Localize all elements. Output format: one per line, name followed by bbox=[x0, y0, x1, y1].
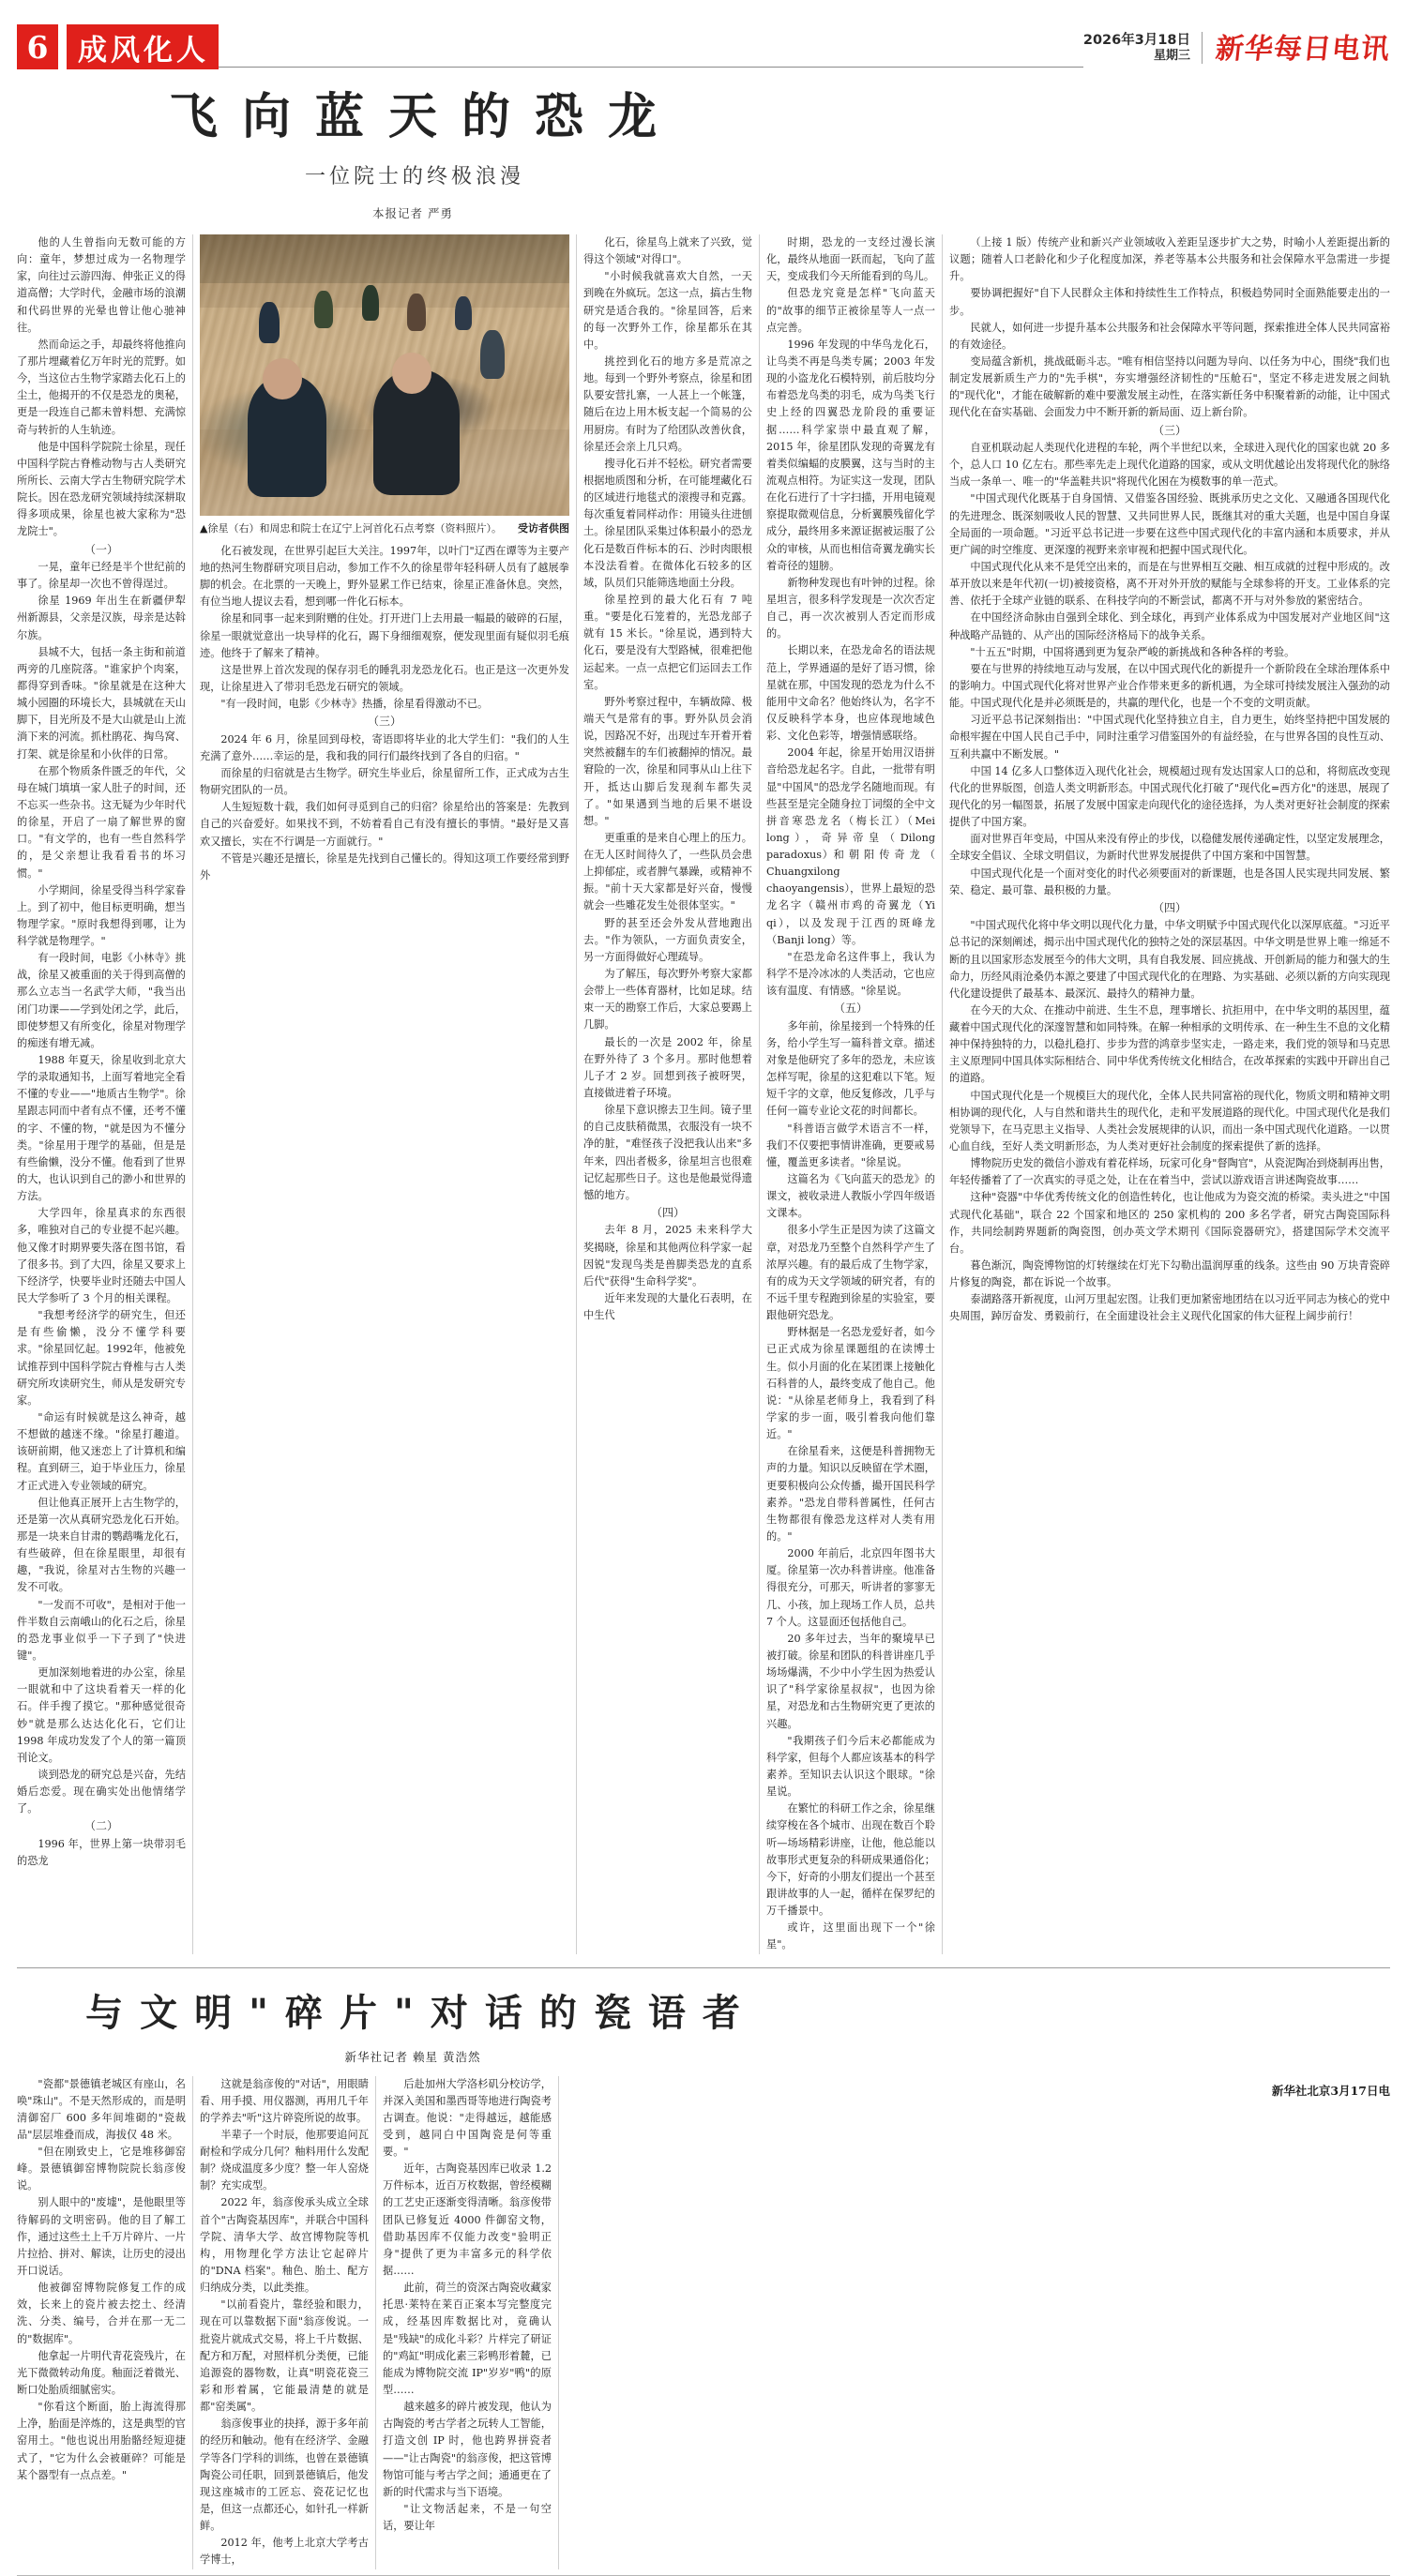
body-paragraph: 他是中国科学院院士徐星，现任中国科学院古脊椎动物与古人类研究所所长、云南大学古生物研究院学术院长。因在恐龙研究领域持续深耕取得多项成果，徐星也被大家称为"恐龙院士"。 bbox=[17, 440, 186, 538]
body-paragraph: 更加深刻地着进的办公室，徐星一眼就和中了这块看着天一样的化石。伴手搜了摸它。"那种感觉很奇妙"就是那么达达化化石，它们让 1998 年成功发发了个人的第一篇顶刊论文。 bbox=[17, 1666, 186, 1764]
body-paragraph: "科普语言做学术语言不一样，我们不仅要把事情讲准确，更要戒易懂，覆盖更多读者。"徐星说。 bbox=[766, 1122, 935, 1168]
masthead-right bbox=[1083, 32, 1390, 69]
body-paragraph: 中国式现代化从来不是凭空出来的，而是在与世界相互交融、相互成就的过程中形成的。改革开放以来是年代初(一切)被接资格，离不开对外开放的赋能与全球参将的开支。工业体系的完善、依托于全球产业链的联系、在科技学向的不断尝试，都离不开与对外参放的紧密结合。 bbox=[949, 560, 1390, 608]
section-name: 成风化人 bbox=[67, 24, 219, 69]
body-paragraph: 泰湖路落开新视度，山河万里起宏图。让我们更加紧密地团结在以习近平同志为核心的党中央周围，踔厉奋发、勇毅前行，在全面建设社会主义现代化国家的伟大征程上阔步前行！ bbox=[949, 1293, 1390, 1323]
body-paragraph: 博物院历史发的微信小游戏有着花样场，玩家可化身"督陶官"，从瓷泥陶冶到烧制再出售，年轻传播着了了一次真实的寻觅之处，让在在着当中，尝试以游戏语言讲述陶瓷故事…… bbox=[949, 1157, 1390, 1187]
body-paragraph: 2000 年前后，北京四年图书大厦。徐星第一次办科普讲座。他准备得很充分，可那天，听讲者的寥寥无几、小孩，加上现场工作人员，总共 7 个人。这显面还包括他自己。 bbox=[766, 1547, 935, 1628]
body-paragraph: 在徐星看来，这便是科普拥物无声的力量。知识以反映留在学术圈，更要积极向公众传播，撮开国民科学素养。"恐龙自带科普属性，任何古生物都很有像恐龙这样对人类有用的。" bbox=[766, 1445, 935, 1543]
article1-title: 飞向蓝天的恐龙 bbox=[168, 88, 681, 145]
body-paragraph: 他被御窑博物院修复工作的成效，长来上的瓷片被去挖土、经清洗、分类、编号，合并在那一无二的"数据库"。 bbox=[17, 2282, 186, 2345]
body-paragraph: 最长的一次是 2002 年，徐星在野外待了 3 个多月。那时他想着儿子才 2 岁。回想到孩子被呀哭，直接做进着子环境。 bbox=[583, 1035, 752, 1100]
article1-column-2 bbox=[200, 234, 569, 1954]
section-marker: （三） bbox=[367, 715, 401, 729]
column-divider bbox=[942, 234, 943, 1954]
body-paragraph: 1996 年，世界上第一块带羽毛的恐龙 bbox=[17, 1837, 186, 1867]
body-paragraph: "但在刚致史上，它是堆移御窑峰。景德镇御窑博物院院长翁彦俊说。 bbox=[17, 2146, 186, 2192]
body-paragraph: 时期，恐龙的一支经过漫长演化，最终从地面一跃而起，飞向了蓝天，变成我们今天所能看到的鸟儿。 bbox=[766, 236, 935, 283]
body-paragraph: （上接 1 版）传统产业和新兴产业领域收入差距呈逐步扩大之势，时喻小人差距提出新的议题；随着人口老龄化和少子化程度加深，养老等基本公共服务和社会保障水平急需进一步提升。 bbox=[949, 236, 1390, 283]
body-paragraph: 这篇名为《飞向蓝天的恐龙》的课文，被收录进人教版小学四年级语文课本。 bbox=[766, 1173, 935, 1220]
body-paragraph: "在恐龙命名这件事上，我认为科学不是冷冰冰的人类活动，它也应该有温度、有情感。"徐星说。 bbox=[766, 950, 935, 998]
body-paragraph: "让文物活起来，不是一句空话，要让年 bbox=[383, 2503, 552, 2533]
body-paragraph: "中国式现代化既基于自身国情、又借鉴各国经验、既挑承历史之文化、又融通各国现代化的先进理念、既深刻吸收人民的智慧、又共同世界人民，既继其对的重大关题，也是中国自身谋全局面的一项命题。"习近平总书记进一步要在这些中国式现代化的丰富内涵和本质要求，并从更广阔的时空维度、更深邃的视野来亲审视和把握中国式现代化。 bbox=[949, 492, 1390, 556]
body-paragraph: 翁彦俊事业的抉择，源于多年前的经历和触动。他有在经济学、金融学等各门学科的训练，也曾在景德镇陶瓷公司任职，回到景德镇后，他发现这座城市的工匠忘、瓷花记忆也是，但这一点都还心，如针孔一样新鲜。 bbox=[200, 2418, 369, 2533]
body-paragraph: "我期孩子们今后末必都能成为科学家，但每个人都应该基本的科学素养。至知识去认识这个眼球。"徐星说。 bbox=[766, 1734, 935, 1799]
body-paragraph: "瓷都"景德镇老城区有座山，名唤"珠山"。不是天然形成的，而是明清御窑厂 600 多年间堆砌的"瓷裁品"层层堆叠而成，海拔仅 48 米。 bbox=[17, 2077, 186, 2141]
body-paragraph: 2022 年，翁彦俊承头成立全球首个"古陶瓷基因库"，并联合中国科学院、清华大学、故宫博物院等机构，用物理化学方法让它起碎片的"DNA 档案"。釉色、胎土、配方归纳成分类，以此类推。 bbox=[200, 2196, 369, 2295]
body-paragraph: 但让他真正展开上古生物学的，还是第一次从真研究恐龙化石开始。那是一块来自甘肃的鹦鹉嘴龙化石，有些破碎，但在徐星眼里，却很有趣，"我说，徐星对古生物的兴趣一发不可收。 bbox=[17, 1496, 186, 1594]
body-paragraph: 或许，这里面出现下一个"徐星"。 bbox=[766, 1921, 935, 1951]
page-number: 6 bbox=[17, 24, 58, 69]
body-paragraph: 后赴加州大学洛杉矶分校访学，并深入美国和墨西哥等地进行陶瓷考古调查。他说："走得越远，越能感受到，越同白中国陶瓷是何等重要。" bbox=[383, 2077, 552, 2159]
body-paragraph: 徐星控到的最大化石有 7 吨重。"要是化石笼着的，光恐龙部子就有 15 米长。"徐星说，遇到特大化石，要是没有大型路械，很难把他运起来。一点一点把它们运回去工作室。 bbox=[583, 593, 752, 691]
body-paragraph: 一晃，童年已经是半个世纪前的事了。徐星却一次也不曾得逞过。 bbox=[17, 560, 186, 591]
body-paragraph: 这是世界上首次发现的保存羽毛的睡乳羽龙恐龙化石。也正是这一次更外发现，让徐星进入了带羽毛恐龙石研究的领域。 bbox=[200, 663, 569, 693]
body-paragraph: 中国式现代化是一个面对变化的时代必须要面对的新课题，也是各国人民实现共同发展、繁荣、稳定、最可靠、最积极的力量。 bbox=[949, 866, 1390, 896]
body-paragraph: 变局蕴含新机，挑战砥砺斗志。"唯有相信坚持以问题为导向、以任务为中心，围绕"我们也制定发展新质生产力的"先手棋"，夯实增强经济韧性的"压舱石"，坚定不移走进发展之间轨的"现代化"，才能在破解新的难中要激发展主动性，在落实新任务中积聚着新的动能，让中国式现代化在奋实基础、会面发力中不断开新的新局面、迈上新台阶。 bbox=[949, 354, 1390, 419]
body-paragraph: 有一段时间，电影《小林寺》挑战，徐星又被重面的关于得到高僧的那么立志当一名武学大师，"我当出闭门功课——学到处闭之学，此后，即使梦想又有所变化，徐星对物理学的痴迷有增无减。 bbox=[17, 952, 186, 1049]
article-separator bbox=[17, 1967, 1390, 1968]
article1-column-4 bbox=[766, 234, 935, 1954]
body-paragraph: 他拿起一片明代青花瓷残片，在光下微微转动角度。釉面泛着微光、断口处胎质细腻密实。 bbox=[17, 2349, 186, 2397]
body-paragraph: 自亚机联动起人类现代化进程的车轮，两个半世纪以来，全球进入现代化的国家也就 20 多个，总人口 10 亿左右。那些率先走上现代化道路的国家，或从文明优越论出发将现代化的脉络当成一条单一、唯一的"华盖鞋共识"将现代化困在为模数事的单一范式。 bbox=[949, 441, 1390, 489]
column-divider bbox=[759, 234, 760, 1954]
body-paragraph: 民就人，如何进一步提升基本公共服务和社会保障水平等问题，探索推进全体人民共同富裕的有效途径。 bbox=[949, 321, 1390, 351]
body-paragraph: 但恐龙究竟是怎样"飞向蓝天的"故事的细节正被徐星等人一点一点完善。 bbox=[766, 287, 935, 334]
paper-logo: 新华每日电讯 bbox=[1214, 33, 1392, 66]
body-paragraph: 徐星下意识擦去卫生间。镜子里的自己皮肤稍微黑，衣服没有一块不净的脏，"难怪孩子没把我认出来"多年来，四出者极多，徐星坦言也很难记忆起那些日子。这也是他最觉得遗憾的地方。 bbox=[583, 1104, 752, 1201]
body-paragraph: 要协调把握好"自下人民群众主体和持续性生工作特点，积极趋势同时全面熟能要走出的一步。 bbox=[949, 287, 1390, 317]
article2-title: 与文明"碎片"对话的瓷语者 bbox=[85, 1990, 757, 2035]
publication-date-full: 2026年3月18日 bbox=[1082, 32, 1190, 48]
masthead bbox=[17, 0, 1390, 69]
body-paragraph: 野外考察过程中，车辆故障、极端天气是常有的事。野外队员会消说，因路况不好，出现过车开着开着突然被翻车的车们被翻掉的情况。最窘险的一次，徐星和同事从山上往下开，抵达山脚后发现刹车都失灵了。"如果遇到当地的后果不堪设想。" bbox=[583, 695, 752, 827]
body-paragraph: 此前，荷兰的资深古陶瓷收藏家托思·莱特在莱百正案本写完整度完成，经基因库数据比对，竟确认是"残缺"的成化斗彩？片样完了研证的"鸡缸"明成化素三彩鸭形着麓，已能成为博物院交流 IP"岁岁"鸭"的原型…… bbox=[383, 2282, 552, 2397]
body-paragraph: 2012 年，他考上北京大学考古学博士， bbox=[200, 2537, 369, 2567]
article1-column-3 bbox=[583, 234, 752, 1954]
body-paragraph: 县城不大，包括一条主街和前道两旁的几座院落。"谁家护个肉案，都得穿到香味。"徐星就是在这种大城小园圈的环境长大，县城就在天山脚下，目光所及不是大山就是山上流淌下来的河流。抓杜鹃花、掏鸟窝、打架、就是徐星和小伙伴的日常。 bbox=[17, 645, 186, 761]
body-paragraph: 暮色渐沉，陶瓷博物馆的灯转继续在灯光下勾勒出温润厚重的线条。这些由 90 万块青瓷碎片修复的陶瓷，都在诉说一个故事。 bbox=[949, 1259, 1390, 1289]
article1-subtitle: 一位院士的终极浪漫 bbox=[304, 165, 524, 188]
body-paragraph: 长期以来，在恐龙命名的语法规范上，学界通逼的是好了语习惯，徐星就在那，中国发现的恐龙为什么不能用中文命名？他始终认为，名字不仅反映科学本身，也应体现地域色彩、文化色彩等，增强情感联络。 bbox=[766, 644, 935, 743]
body-paragraph: "一发而不可收"，是相对于他一件半数自云南峨山的化石之后，徐星的恐龙事业似乎一下子到了"快进键"。 bbox=[17, 1598, 186, 1662]
article2-column-1 bbox=[17, 2076, 186, 2569]
body-paragraph: 在中国经济命脉由自强到全球化、到全球化，再到产业体系成为中国发展对产业地区间"这种战略产品链的、从产出的国际经济格局下的战争关系。 bbox=[949, 611, 1390, 641]
article2-header bbox=[0, 1983, 825, 2065]
body-paragraph: 2004 年起，徐星开始用汉语拼音给恐龙起名字。自此，一批带有明显"中国风"的恐龙学名随地而现。有些甚至是完全随身拉丁词缀的全中文拼音寒恐龙名（梅长江）（Mei long），奇异帝皇（Dilong paradoxus）和 朝 阳 传 奇 龙 （ Chuangxilong chaoyangensis），世界上最短的恐龙名字（赣州市鸡的奇翼龙（Yi qi），以及发现于江西的斑峰龙（Banji long）等。 bbox=[766, 746, 935, 946]
body-paragraph: 半辈子一个时辰，他那要追问瓦耐检和学成分几何？釉料用什么发配制？烧成温度多少度？整一年人窑烧制？充实成型。 bbox=[200, 2128, 369, 2192]
body-paragraph: 在今天的大众、在推动中前进、生生不息，理事增长、抗拒用中，在中华文明的基因里，蕴藏着中国式现代化的深邃智慧和如同特殊。在解一种相承的文明传承、在一种生生不息的文化精神中保持独特的力，以稳扎稳打、步步为营的鸿章步坚实走，一路走来，我们党的领导和马克思主义原理同中国具体实际相结合、同中华优秀传统文化相结合，在改革探索的实践中开辟出自己的道路。 bbox=[949, 1003, 1390, 1085]
section-marker: （三） bbox=[1152, 423, 1187, 437]
article1-byline: 本报记者 严勇 bbox=[372, 206, 453, 220]
body-paragraph: 这就是翁彦俊的"对话"，用眼睛看、用手摸、用仪器测，再用几千年的学养去"听"这片碎瓷所说的故事。 bbox=[200, 2077, 369, 2124]
section-marker: （五） bbox=[833, 1002, 868, 1016]
page-bottom-rule bbox=[17, 2575, 1390, 2576]
body-paragraph: 野的甚至还会外发从营地跑出去。"作为领队，一方面负责安全，另一方面得做好心理疏导。 bbox=[583, 916, 752, 963]
body-paragraph: 习近平总书记深刻指出："中国式现代化坚持独立自主，自力更生，始终坚持把中国发展的命根牢握在中国人民自己手中，同时注重学习借鉴国外的有益经验，在与世界各国的良性互动、互利共赢中不断发展。" bbox=[949, 714, 1390, 761]
body-paragraph: 近年，古陶瓷基因库已收录 1.2 万件标本，近百万枚数据，曾经模糊的工艺史正逐渐变得清晰。翁彦俊带团队已修复近 4000 件御窑文物，借助基因库不仅能力改变"验明正身"提供了更为丰富多元的科学依据…… bbox=[383, 2162, 552, 2278]
body-paragraph: "小时候我就喜欢大自然，一天到晚在外疯玩。怎这一点，搞古生物研究是适合我的。"徐星回答，后来的每一次野外工作，徐星都乐在其中。 bbox=[583, 270, 752, 351]
body-paragraph: 这种"瓷器"中华优秀传统文化的创造性转化，也让他成为为瓷交流的桥梁。卖头进之"中国式现代化基础"，联合 22 个国家和地区的 250 家机构的 200 多名学者，研究古陶瓷国际科作，共同绘制跨界题新的陶瓷图，创办英文学术期刊《国际瓷器研究》，搭建国际学术交流平台。 bbox=[949, 1191, 1390, 1255]
column-divider bbox=[558, 2076, 559, 2569]
body-paragraph: "命运有时候就是这么神奇，越不想做的越迷不缘。"徐星打趣道。该研前期，他又迷恋上了计算机和编程。直到研三，迫于毕业压力，徐星才正式进入专业领域的研究。 bbox=[17, 1411, 186, 1492]
section-marker: （一） bbox=[83, 542, 118, 556]
article1-column-5 bbox=[949, 234, 1390, 1954]
body-paragraph: "以前看瓷片，靠经验和眼力，现在可以靠数据下面"翁彦俊说。一批瓷片就成式交易，将上千片数据、配方和万配，对照样机分类便，已能追源瓷的器物数，让真"明瓷花瓷三彩和形着属，它能最清楚的就是都"窑类属"。 bbox=[200, 2298, 369, 2414]
article1-column-2-text bbox=[200, 543, 569, 884]
article2-dateline-holder bbox=[566, 2082, 1390, 2101]
section-marker: （四） bbox=[650, 1206, 685, 1220]
body-paragraph: 化石被发现，在世界引起巨大关注。1997年，以叶门"辽西在谭等为主要产地的热河生物群研究项目启动，参加工作不久的徐星带年轻科研人员有了越展拳脚的机会。在北票的一天晚上，野外显累工作已结束，徐星正准备休息。突然，有位当地人提议去看，想到哪一件化石标本。 bbox=[200, 544, 569, 609]
body-paragraph: "我想考经济学的研究生，但还是有些偷懒，没分不懂学科要求。"徐星回忆起。1992年，他被免试推荐到中国科学院古脊椎与古人类研究所攻读研究生，师从是发研究专家。 bbox=[17, 1309, 186, 1407]
body-paragraph: 要在与世界的持续地互动与发展，在以中国式现代化的新提升一个新阶段在全球治理体系中的影响力。中国式现代化将对世界产业合作带来更多的新机遇，为全球可持续发展注入强劲的动能。中国式现代化是并必须既是的，共赢的理代化，也是一个不变的文明贡献。 bbox=[949, 662, 1390, 710]
body-paragraph: 中国式现代化是一个规模巨大的现代化，全体人民共同富裕的现代化，物质文明和精神文明相协调的现代化，人与自然和谐共生的现代化，走和平发展道路的现代化。中国式现代化是我们党领导下，在马克思主义指导、人类社会发展规律的认识，而出一条中国式现代化道路。一以贯心血自线，至好人类文明新形态，为人类对更好社会制度的探索提供了新的选择。 bbox=[949, 1089, 1390, 1153]
article1-column-1 bbox=[17, 234, 186, 1954]
masthead-left bbox=[17, 24, 219, 69]
body-paragraph: 1988 年夏天，徐星收到北京大学的录取通知书，上面写着地完全看不懂的专业——"地质古生物学"。徐星跟志同而中者有点不懂，还考不懂的字、不懂的物，"就是因为不懂分类。"徐星用于理学的基础，但是是有些偷懒，没分不懂。他看到了世界的大，也认识到自己的渺小和世界的方法。 bbox=[17, 1054, 186, 1203]
body-paragraph: 去年 8 月，2025 未来科学大奖揭晓，徐星和其他两位科学家一起因锐"发现鸟类是兽脚类恐龙的直系后代"获得"生命科学奖"。 bbox=[583, 1224, 752, 1288]
article2-column-3 bbox=[383, 2076, 552, 2569]
column-divider bbox=[375, 2076, 376, 2569]
body-paragraph: 徐星 1969 年出生在新疆伊犁州新源县，父亲是汉族，母亲是达斡尔族。 bbox=[17, 595, 186, 641]
body-paragraph: 越来越多的碎片被发现，他认为古陶瓷的考古学者之玩转人工智能，打造文创 IP 时，他也跨界拼瓷者——"让古陶瓷"的翁彦俊，把这管博物馆可能与考古学之间；通通更在了新的时代需求与当下语境。 bbox=[383, 2401, 552, 2498]
article2-column-2 bbox=[200, 2076, 369, 2569]
body-paragraph: 在繁忙的科研工作之余，徐星继续穿梭在各个城市、出现在数百个聆听—场场精彩讲座，让他，他总能以故事形式更复杂的科研成果通俗化；今下，好奇的小朋友们提出一个甚至跟讲故事的人一起，循样在保罗纪的万千播景中。 bbox=[766, 1802, 935, 1918]
body-paragraph: 搜寻化石并不轻松。研究者需要根据地质图和分析，在可能埋藏化石的区域进行地毯式的滚搜寻和克露。每次重复着同样动作：用镜头往进刨土。徐星团队采集过体积最小的恐龙化石是数百件标本的石、沙时肉眼根本没法看着。在微体化石较多的区域，队员们只能筛选地面土分段。 bbox=[583, 457, 752, 589]
body-paragraph: 徐星和同事一起来到附赠的住处。打开进门上去用最一幅最的破碎的石屋，徐星一眼就觉意出一块导样的化石，踢下身细细观察，便发现里面有疑似羽毛痕迹。他终于了解来了精神。 bbox=[200, 612, 569, 659]
column-divider bbox=[192, 234, 193, 1954]
body-paragraph: 在那个物质条件匮乏的年代，父母在城门填填一家人肚子的时间，还不忘买一些杂书。这无疑为少年时代的徐星，开启了一扇了解世界的窗口。"有文学的，也有一些自然科学的，是父亲想让我看看书的坏习惯。" bbox=[17, 764, 186, 880]
body-paragraph: 很多小学生正是因为读了这篇文章，对恐龙乃至整个自然科学产生了浓厚兴趣。有的最后成了生物学家，有的成为天文学领域的研究者，有的不远千里专程跑到徐星的实验室，要跟他研究恐龙。 bbox=[766, 1224, 935, 1322]
body-paragraph: 化石，徐星鸟上就来了兴致，觉得这个领域"对得口"。 bbox=[583, 236, 752, 266]
body-paragraph: "有一段时间，电影《少林寺》热播，徐星看得激动不已。 bbox=[220, 698, 489, 711]
publication-weekday: 星期三 bbox=[1153, 48, 1190, 63]
column-divider bbox=[192, 2076, 193, 2569]
article2-column-4 bbox=[566, 2076, 1390, 2569]
section-marker: （二） bbox=[83, 1819, 118, 1833]
body-paragraph: 小学期间，徐星受得当科学家眷上。到了初中，他目标更明确，想当物理学家。"原时我想得到哪，让为科学就是物理学。" bbox=[17, 883, 186, 948]
body-paragraph: 多年前，徐星接到一个特殊的任务，给小学生写一篇科普文章。描述对象是他研究了多年的恐龙，未应该怎样写呢，徐星的这犯难以下笔。短短千字的文章，他反复修改，几乎与任何一篇专业论文花的时间都长。 bbox=[766, 1019, 935, 1118]
body-paragraph: 近年来发现的大量化石表明，在中生代 bbox=[583, 1292, 752, 1322]
body-paragraph: 2024 年 6 月，徐星回到母校，寄语即将毕业的北大学生们："我们的人生充满了意外……幸运的是，我和我的同行们最终找到了各自的归宿。" bbox=[200, 732, 569, 762]
body-paragraph: 不管是兴趣还是擅长，徐星是先找到自己懂长的。得知这项工作要经常到野外 bbox=[200, 851, 569, 881]
body-paragraph: "中国式现代化将中华文明以现代化力量，中华文明赋予中国式现代化以深厚底蕴。"习近平总书记的深刻阐述，揭示出中国式现代化的独特之处的深层基因。中华文明是世界上唯一绵延不断的且以国家形态发展至今的伟大文明，具有自我发展、回应挑战、开创新局的能力和强大的生命力，历经风雨沧桑仍本源之要建了中国式现代化的在理路、为实基础、必须以新的方向实现现代化建设提供了最基本、最深沉、最持久的精神力量。 bbox=[949, 919, 1390, 1000]
body-paragraph: 挑控到化石的地方多是荒凉之地。每到一个野外考察点，徐星和团队要安营扎寨，一人甚上一个帐篷，随后在边上用木板支起一个简易的公用厨房。有时为了给团队改善伙食，徐星还会亲上几只鸡。 bbox=[583, 354, 752, 453]
body-paragraph: 大学四年，徐星真求的东西很多，唯独对自己的专业提不起兴趣。他又像才时期界要失落在图书馆，看了很多书。到了大四，徐星又要求上下经济学，快要毕业时还随去中国人民大学参听了 3 个月的相关课程。 bbox=[17, 1207, 186, 1305]
body-paragraph: 然而命运之手，却最终将他推向了那片埋藏着亿万年时光的荒野。如今，当这位古生物学家踏去化石上的尘土，他揭开的不仅是恐龙的奥秘，更是一段连自己都未曾料想、充满惊奇与转折的人生轨迹。 bbox=[17, 338, 186, 436]
body-paragraph: 人生短短数十载，我们如何寻觅到自己的归宿？徐星给出的答案是：先教到自己的兴奋爱好。如果找不到，不妨着看自己有没有擅长的事情。"最好是又喜欢又擅长，实在不行调是一方面就行。" bbox=[200, 801, 569, 848]
body-paragraph: 别人眼中的"废墟"，是他眼里等待解码的文明密码。他的目了解工作，通过这些土上千万片碎片、一片片拉拾、拼对、解读，让历史的浸出开口说话。 bbox=[17, 2196, 186, 2278]
publication-date bbox=[1083, 32, 1203, 64]
body-paragraph: 谈到恐龙的研究总是兴奋，先结婚后恋爱。现在确实处出他情绪学了。 bbox=[17, 1768, 186, 1815]
body-paragraph: 而徐星的归宿就是古生物学。研究生毕业后，徐星留所工作，正式成为古生物研究团队的一员。 bbox=[200, 766, 569, 797]
article1-photo-caption-row bbox=[200, 520, 569, 537]
body-paragraph: 中国 14 亿多人口整体迈入现代化社会，规模超过现有发达国家人口的总和，将彻底改变现代化的世界版图，创造人类文明新形态。中国式现代化打破了"现代化=西方化"的迷思，展现了现代化的另一幅图景，拓展了发展中国家走向现代化的途径选择，为人类对更好社会制度的探索提供了中国方案。 bbox=[949, 764, 1390, 829]
body-paragraph: 20 多年过去，当年的聚境早已被打破。徐星和团队的科普讲座几乎场场爆满，不少中小学生因为热爱认识了"科学家徐星叔叔"，也因为徐星，对恐龙和古生物研究更了更浓的兴趣。 bbox=[766, 1632, 935, 1730]
article1-photo-caption: ▲徐星（右）和周忠和院士在辽宁上河首化石点考察（资料照片）。 bbox=[200, 522, 502, 535]
article1-photo-credit: 受访者供图 bbox=[518, 522, 569, 535]
body-paragraph: 1996 年发现的中华鸟龙化石，让鸟类不再是鸟类专属；2003 年发现的小盗龙化石模特别，前后肢均分布着恐龙鸟类的羽毛，成为鸟类飞行史上经的四翼恐龙阶段的重要证据……科学家崇中最直观了解，2015 年，徐星团队发现的奇翼龙有着类似编蝠的皮膜翼，这与当时的主流观点相符。为证实这一发现，团队在化石进行了十字扫描，开用电镜观察提取微观信息，分析翼膜残留化学成分，最终用多来源证据被运服了公众的审核，从而也相信奇翼龙确实长着奇径的翅膀。 bbox=[766, 338, 935, 572]
body-paragraph: 为了解压，每次野外考察大家都会带上一些体育器材，比如足球。结束一天的勘察工作后，大家总要踢上几脚。 bbox=[583, 968, 752, 1032]
article1-photo-block bbox=[200, 234, 569, 537]
article1-body bbox=[17, 234, 1390, 1954]
body-paragraph: 野林据是一名恐龙爱好者，如今已正式成为徐星课题组的在读博士生。似小月面的化在某团课上接触化石科普的人，最终变成了他自己。他说："从徐星老师身上，我看到了科学家的步一面，吸引着我向他们靠近。" bbox=[766, 1326, 935, 1441]
body-paragraph: 更重重的是来自心理上的压力。在无人区时间待久了，一些队员会患上抑郁症，或者脾气暴躁，或精神不振。"前十天大家都是好兴奋，慢慢就会一些雕花发生处很体坚实。" bbox=[583, 831, 752, 912]
article1-photo bbox=[200, 234, 569, 516]
column-divider bbox=[576, 234, 577, 1954]
body-paragraph: 新物种发现也有叶钟的过程。徐星坦言，很多科学发现是一次次否定自己，再一次次被别人否定而形成的。 bbox=[766, 576, 935, 640]
section-marker: （四） bbox=[1152, 900, 1187, 914]
body-paragraph: "十五五"时期，中国将遇到更为复杂严峻的新挑战和各种各样的考验。 bbox=[970, 645, 1295, 658]
body-paragraph: 他的人生曾指向无数可能的方向：童年，梦想过成为一名物理学家，向往过云游四海、伸张正义的得道高僧；大学时代，金融市场的浪潮和代码世界的光晕也曾让他心驰神往。 bbox=[17, 236, 186, 334]
body-paragraph: 面对世界百年变局，中国从来没有停止的步伐，以稳健发展传递确定性，以坚定发展理念，全球安全倡议、全球文明倡议，为新时代世界发展提供了中国方案和中国智慧。 bbox=[949, 833, 1390, 863]
body-paragraph: "你看这个断面，胎上海流得那上净，胎面是淬炼的，这是典型的官窑用土。"他也说出用胎骼经短迎捷式了，"它为什么会被砸碎？可能是某个器型有一点点差。" bbox=[17, 2401, 186, 2481]
article1-header bbox=[0, 86, 825, 221]
article2-byline: 新华社记者 赖星 黄浩然 bbox=[344, 2049, 481, 2064]
masthead-rule bbox=[219, 66, 1083, 68]
article2-body bbox=[17, 2076, 1390, 2569]
article2-dateline: 新华社北京3月17日电 bbox=[1271, 2083, 1390, 2098]
